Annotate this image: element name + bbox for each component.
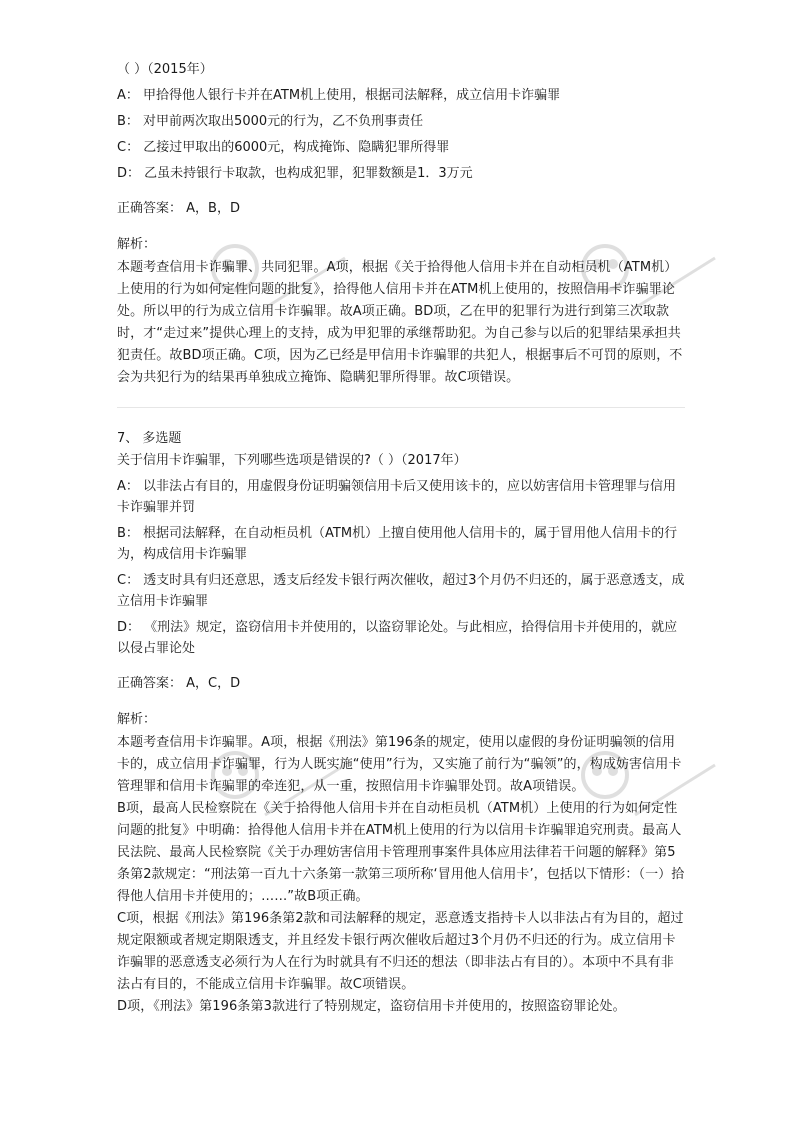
option-d: D： 乙虽未持银行卡取款，也构成犯罪，犯罪数额是1．3万元: [117, 166, 473, 181]
analysis-paragraph: D项，《刑法》第196条第3款进行了特别规定，盗窃信用卡并使用的，按照盗窃罪论处。: [117, 999, 626, 1014]
analysis-paragraph: C项，根据《刑法》第196条第2款和司法解释的规定，恶意透支指持卡人以非法占有为目的，超过规定限额或者规定期限透支，并且经发卡银行两次催收后超过3个月仍不归还的行为。成立信用卡诈骗罪的恶意透支必须行为人在行为时就具有不归还的想法（即非法占有目的）。本项中不具有非法占有目的，不能成立信用卡诈骗罪。故C项错误。: [117, 911, 684, 992]
question-stem-tail: （ ）（2015年）: [117, 62, 213, 77]
analysis-label: 解析：: [117, 237, 157, 252]
question-stem: 关于信用卡诈骗罪，下列哪些选项是错误的?（ ）（2017年）: [117, 453, 467, 468]
analysis-paragraph: 本题考查信用卡诈骗罪、共同犯罪。A项，根据《关于拾得他人信用卡并在自动柜员机（ATM机）上使用的行为如何定性问题的批复》，拾得他人信用卡并在ATM机上使用的，按照信用卡诈骗罪论处。所以甲的行为成立信用卡诈骗罪。故A项正确。BD项，乙在甲的犯罪行为进行到第三次取款时，才“走过来”提供心理上的支持，成为甲犯罪的承继帮助犯。为自己参与以后的犯罪结果承担共犯责任。故BD项正确。C项，因为乙已经是甲信用卡诈骗罪的共犯人，根据事后不可罚的原则，不会为共犯行为的结果再单独成立掩饰、隐瞒犯罪所得罪。故C项错误。: [117, 260, 683, 385]
section-divider: [117, 407, 685, 408]
option-c: C： 透支时具有归还意思，透支后经发卡银行两次催收，超过3个月仍不归还的，属于恶意透支，成立信用卡诈骗罪: [117, 573, 685, 609]
option-c: C： 乙接过甲取出的6000元，构成掩饰、隐瞒犯罪所得罪: [117, 140, 450, 155]
option-b: B： 对甲前两次取出5000元的行为，乙不负刑事责任: [117, 114, 424, 129]
analysis-label: 解析：: [117, 712, 157, 727]
option-a: A： 以非法占有目的，用虚假身份证明骗领信用卡后又使用该卡的，应以妨害信用卡管理罪与信用卡诈骗罪并罚: [117, 479, 677, 515]
analysis-paragraph: 本题考查信用卡诈骗罪。A项，根据《刑法》第196条的规定，使用以虚假的身份证明骗领的信用卡的，成立信用卡诈骗罪，行为人既实施“使用”行为，又实施了前行为“骗领”的，构成妨害信用卡管理罪和信用卡诈骗罪的牵连犯，从一重，按照信用卡诈骗罪处罚。故A项错误。: [117, 735, 682, 794]
question-6: [117, 58, 685, 389]
option-d: D： 《刑法》规定，盗窃信用卡并使用的，以盗窃罪论处。与此相应，拾得信用卡并使用的，就应以侵占罪论处: [117, 620, 678, 656]
question-number: 7、 多选题: [117, 431, 182, 446]
document-page: [117, 58, 685, 1018]
correct-answer: 正确答案： A，C，D: [117, 676, 241, 691]
option-b: B： 根据司法解释，在自动柜员机（ATM机）上擅自使用他人信用卡的，属于冒用他人信用卡的行为，构成信用卡诈骗罪: [117, 526, 678, 562]
correct-answer: 正确答案： A，B，D: [117, 201, 240, 216]
option-a: A： 甲拾得他人银行卡并在ATM机上使用，根据司法解释，成立信用卡诈骗罪: [117, 88, 561, 103]
question-7: [117, 428, 685, 1018]
analysis-paragraph: B项，最高人民检察院在《关于拾得他人信用卡并在自动柜员机（ATM机）上使用的行为如何定性问题的批复》中明确：拾得他人信用卡并在ATM机上使用的行为以信用卡诈骗罪追究刑责。最高人民法院、最高人民检察院《关于办理妨害信用卡管理刑事案件具体应用法律若干问题的解释》第5条第2款规定：“刑法第一百九十六条第一款第三项所称‘冒用他人信用卡’，包括以下情形：（一）拾得他人信用卡并使用的；……”故B项正确。: [117, 801, 685, 904]
